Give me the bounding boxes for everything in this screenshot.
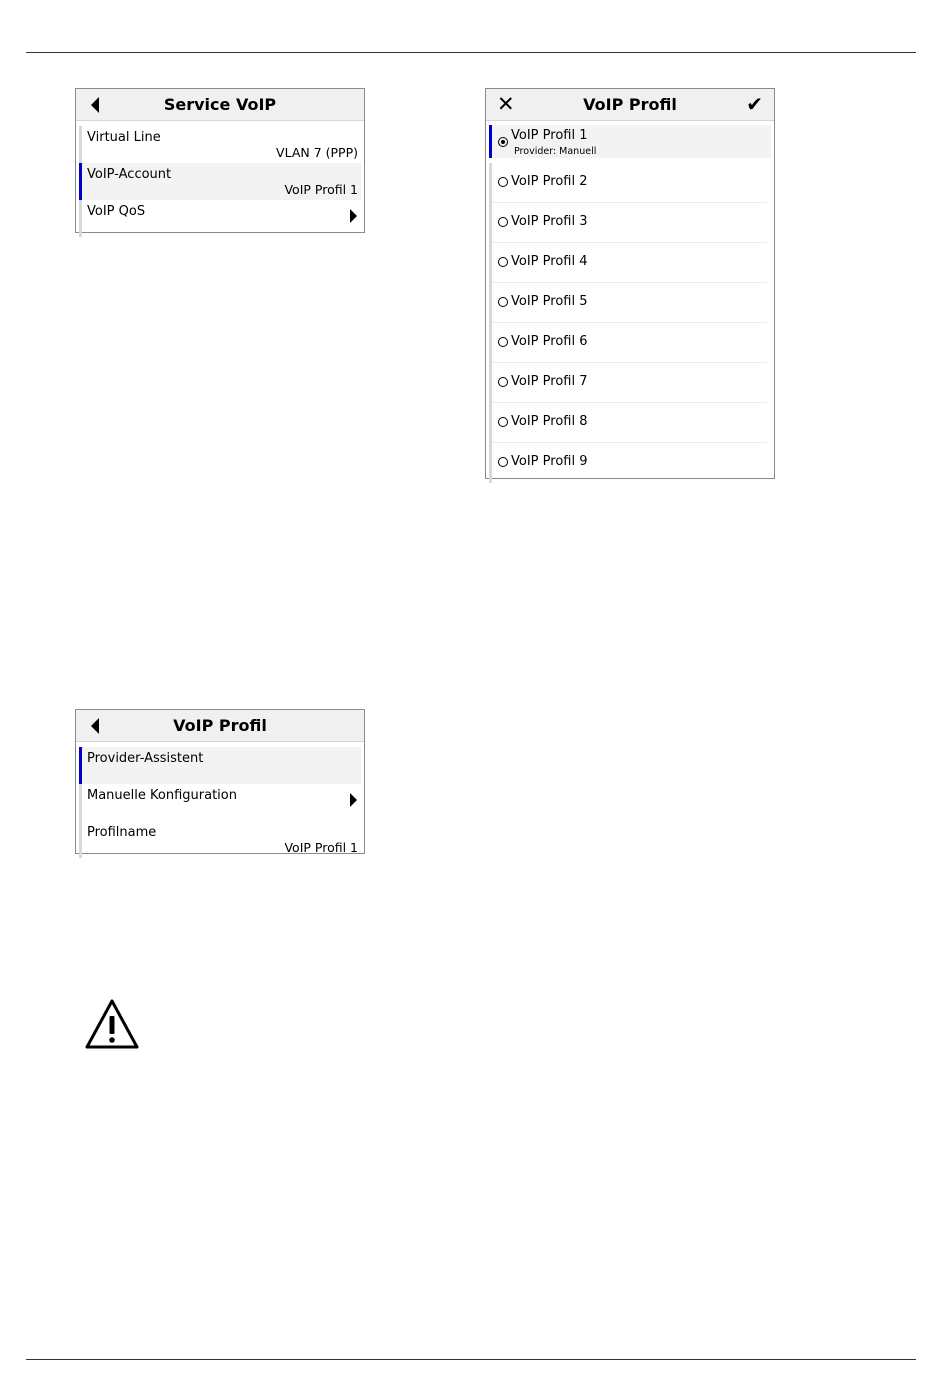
radio-icon (498, 217, 508, 227)
menu-item-label: Provider-Assistent (87, 751, 204, 766)
profile-option-selected[interactable] (489, 125, 771, 158)
menu-item-voip-qos[interactable] (79, 200, 361, 237)
profile-label: VoIP Profil 1 (511, 128, 588, 143)
menu-item-value: VLAN 7 (PPP) (276, 145, 358, 160)
menu-item-value: VoIP Profil 1 (284, 840, 358, 855)
menu-item-value: VoIP Profil 1 (284, 182, 358, 197)
menu-item-voip-account[interactable] (79, 163, 361, 200)
chevron-right-icon (350, 793, 357, 807)
profile-option[interactable] (489, 163, 771, 203)
radio-icon (498, 257, 508, 267)
profile-label: VoIP Profil 6 (511, 334, 588, 349)
profile-option[interactable] (489, 403, 771, 443)
radio-icon (498, 177, 508, 187)
radio-icon (498, 297, 508, 307)
menu-item-label: VoIP QoS (87, 204, 146, 219)
back-arrow-icon[interactable] (91, 718, 99, 734)
warning-triangle-icon (84, 998, 140, 1050)
radio-icon (498, 337, 508, 347)
screen-header (76, 89, 364, 121)
menu-item-label: Virtual Line (87, 130, 161, 145)
radio-icon (498, 417, 508, 427)
checkmark-icon[interactable]: ✔ (746, 92, 763, 116)
back-arrow-icon[interactable] (91, 97, 99, 113)
voip-profile-menu-screen (75, 709, 365, 854)
screen-title: Service VoIP (163, 95, 277, 114)
menu-item-manual-config[interactable] (79, 784, 361, 821)
profile-label: VoIP Profil 4 (511, 254, 588, 269)
profile-option[interactable] (489, 363, 771, 403)
menu-item-label: Profilname (87, 825, 157, 840)
profile-label: VoIP Profil 3 (511, 214, 588, 229)
voip-profile-list-screen (485, 88, 775, 479)
menu-item-label: VoIP-Account (87, 167, 172, 182)
screen-header (76, 710, 364, 742)
page-bottom-rule (26, 1359, 916, 1360)
menu-item-profile-name[interactable] (79, 821, 361, 858)
page-top-rule (26, 52, 916, 53)
profile-label: VoIP Profil 2 (511, 174, 588, 189)
screen-title: VoIP Profil (583, 95, 677, 114)
service-voip-screen (75, 88, 365, 233)
menu-item-virtual-line[interactable] (79, 126, 361, 163)
menu-item-label: Manuelle Konfiguration (87, 788, 237, 803)
menu-item-provider-assistent[interactable] (79, 747, 361, 784)
profile-label: VoIP Profil 7 (511, 374, 588, 389)
profile-option[interactable] (489, 243, 771, 283)
profile-option[interactable] (489, 443, 771, 483)
profile-label: VoIP Profil 5 (511, 294, 588, 309)
profile-option[interactable] (489, 283, 771, 323)
profile-option[interactable] (489, 203, 771, 243)
chevron-right-icon (350, 209, 357, 223)
radio-icon (498, 377, 508, 387)
profile-provider-sub: Provider: Manuell (514, 146, 597, 157)
profile-label: VoIP Profil 8 (511, 414, 588, 429)
radio-icon (498, 457, 508, 467)
radio-selected-icon (498, 137, 508, 147)
screen-header (486, 89, 774, 121)
close-icon[interactable]: ✕ (497, 92, 515, 116)
profile-option[interactable] (489, 323, 771, 363)
screen-title: VoIP Profil (173, 716, 267, 735)
profile-label: VoIP Profil 9 (511, 454, 588, 469)
